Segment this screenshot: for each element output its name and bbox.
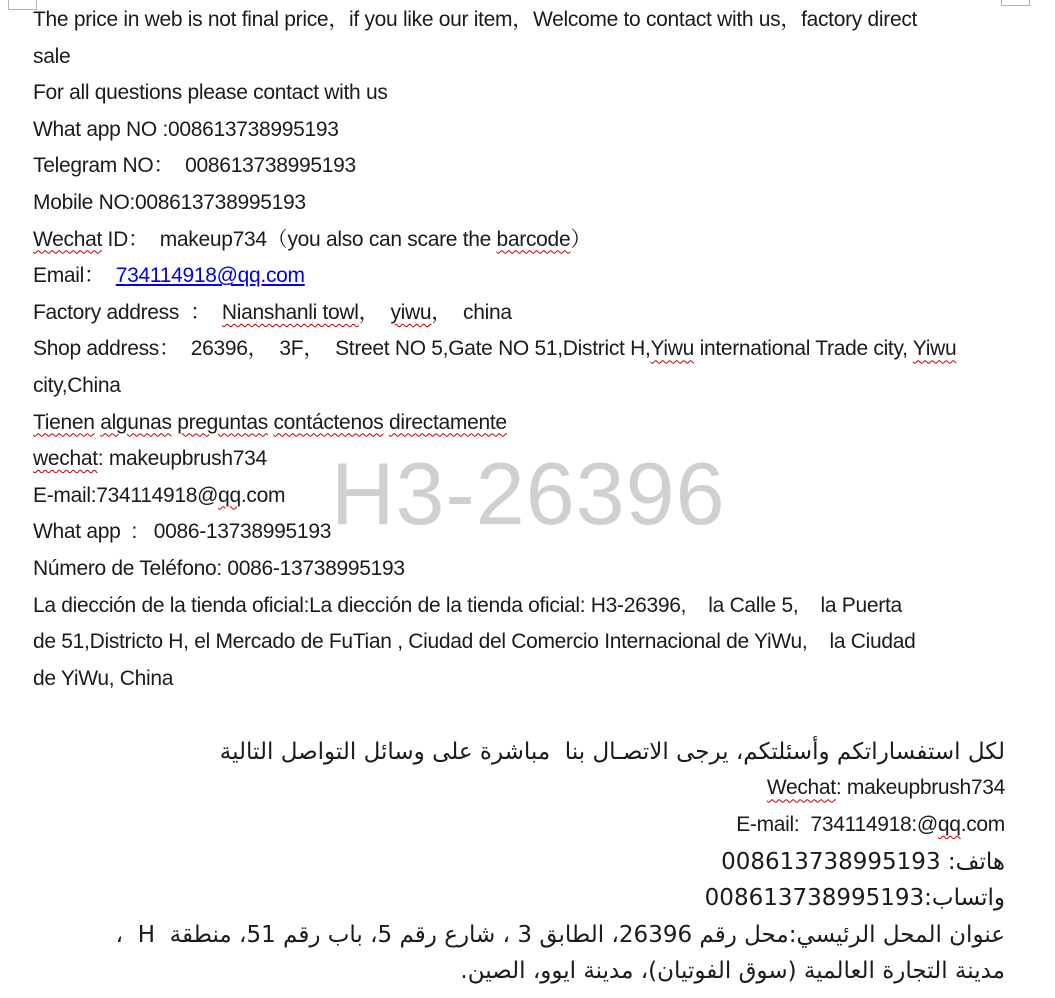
line-es-contact-notice (33, 405, 1005, 442)
line-es-wechat: wechat: makeupbrush734 (33, 447, 267, 471)
line-es-shop-address-3: de YiWu, China (33, 666, 174, 690)
line-ar-contact-notice: لكل استفساراتكم وأسئلتكم، يرجى الاتصـال بنا مباشرة على وسائل التواصل التالية (219, 738, 1005, 765)
line-questions-notice: For all questions please contact with us (33, 81, 388, 105)
line-mobile-number: Mobile NO:008613738995193 (33, 190, 306, 214)
line-telegram-number: Telegram NO： 008613738995193 (33, 154, 356, 178)
line-ar-wechat: Wechat: makeupbrush734 (766, 776, 1005, 800)
misspelled-word: barcode (496, 227, 571, 251)
line-ar-shop-address-2: مدينة التجارة العالمية (سوق الفوتيان)، مدينة ايوو، الصين. (460, 958, 1005, 985)
misspelled-word: yiwu (390, 300, 432, 324)
watermark-text: H3-26396 (331, 444, 726, 543)
table-border-fragment-top-left (8, 0, 37, 10)
table-border-fragment-top-right (1001, 0, 1030, 6)
line-es-shop-address-2: de 51,Districto H, el Mercado de FuTian , Ciudad del Comercio Internacional de YiWu, la Ciudad (33, 630, 916, 654)
misspelled-word: algunas (100, 410, 172, 434)
line-ar-whatsapp: واتساب:008613738995193 (704, 885, 1005, 912)
line-shop-address: Shop address： 26396， 3F， Street NO 5,Gate NO 51,District H,Yiwu international Trade city, Yiwu (33, 337, 957, 361)
line-es-email: E-mail:734114918@qq.com (33, 483, 286, 507)
line-shop-address-wrap: city,China (33, 373, 121, 397)
misspelled-word: Tienen (33, 410, 95, 434)
misspelled-word: wechat (33, 447, 98, 471)
blank-line (33, 697, 1005, 734)
misspelled-word: Wechat (766, 776, 836, 800)
line-price-notice: The price in web is not final price，if you like our item，Welcome to contact with us，factory direct (33, 8, 918, 31)
misspelled-word: qq (937, 813, 961, 837)
email-label: Email： (33, 264, 116, 288)
misspelled-word: Yiwu (650, 337, 695, 361)
misspelled-word: qq (218, 483, 241, 507)
misspelled-word: directamente (388, 410, 507, 434)
line-ar-email: E-mail: 734114918:@qq.com (736, 813, 1005, 837)
misspelled-word: Yiwu (912, 337, 957, 361)
document-body (33, 2, 1005, 990)
line-es-shop-address-1: La diección de la tienda oficial:La diección de la tienda oficial: H3-26396, la Calle 5, la Puerta (33, 593, 902, 617)
misspelled-word: preguntas (177, 410, 268, 434)
line-ar-shop-address-1: عنوان المحل الرئيسي:محل رقم 26396، الطابق 3 ، شارع رقم 5، باب رقم 51، منطقة H ، (115, 921, 1005, 948)
line-whatsapp-number: What app NO :008613738995193 (33, 117, 339, 141)
line-es-whatsapp: What app : 0086-13738995193 (33, 520, 332, 544)
line-wechat-id: Wechat ID： makeup734（you also can scare the barcode） (33, 227, 592, 251)
line-ar-phone: هاتف: 008613738995193 (721, 848, 1005, 875)
misspelled-word: Wechat (33, 227, 103, 251)
misspelled-word: Nianshanli towl (221, 300, 359, 324)
line-es-phone: Número de Teléfono: 0086-13738995193 (33, 556, 405, 580)
email-link[interactable]: 734114918@qq.com (115, 264, 305, 288)
line-email (33, 258, 1005, 295)
line-factory-address: Factory address ： Nianshanli towl， yiwu， china (33, 300, 512, 324)
line-price-notice-wrap: sale (33, 44, 71, 68)
misspelled-word: contáctenos (273, 410, 384, 434)
